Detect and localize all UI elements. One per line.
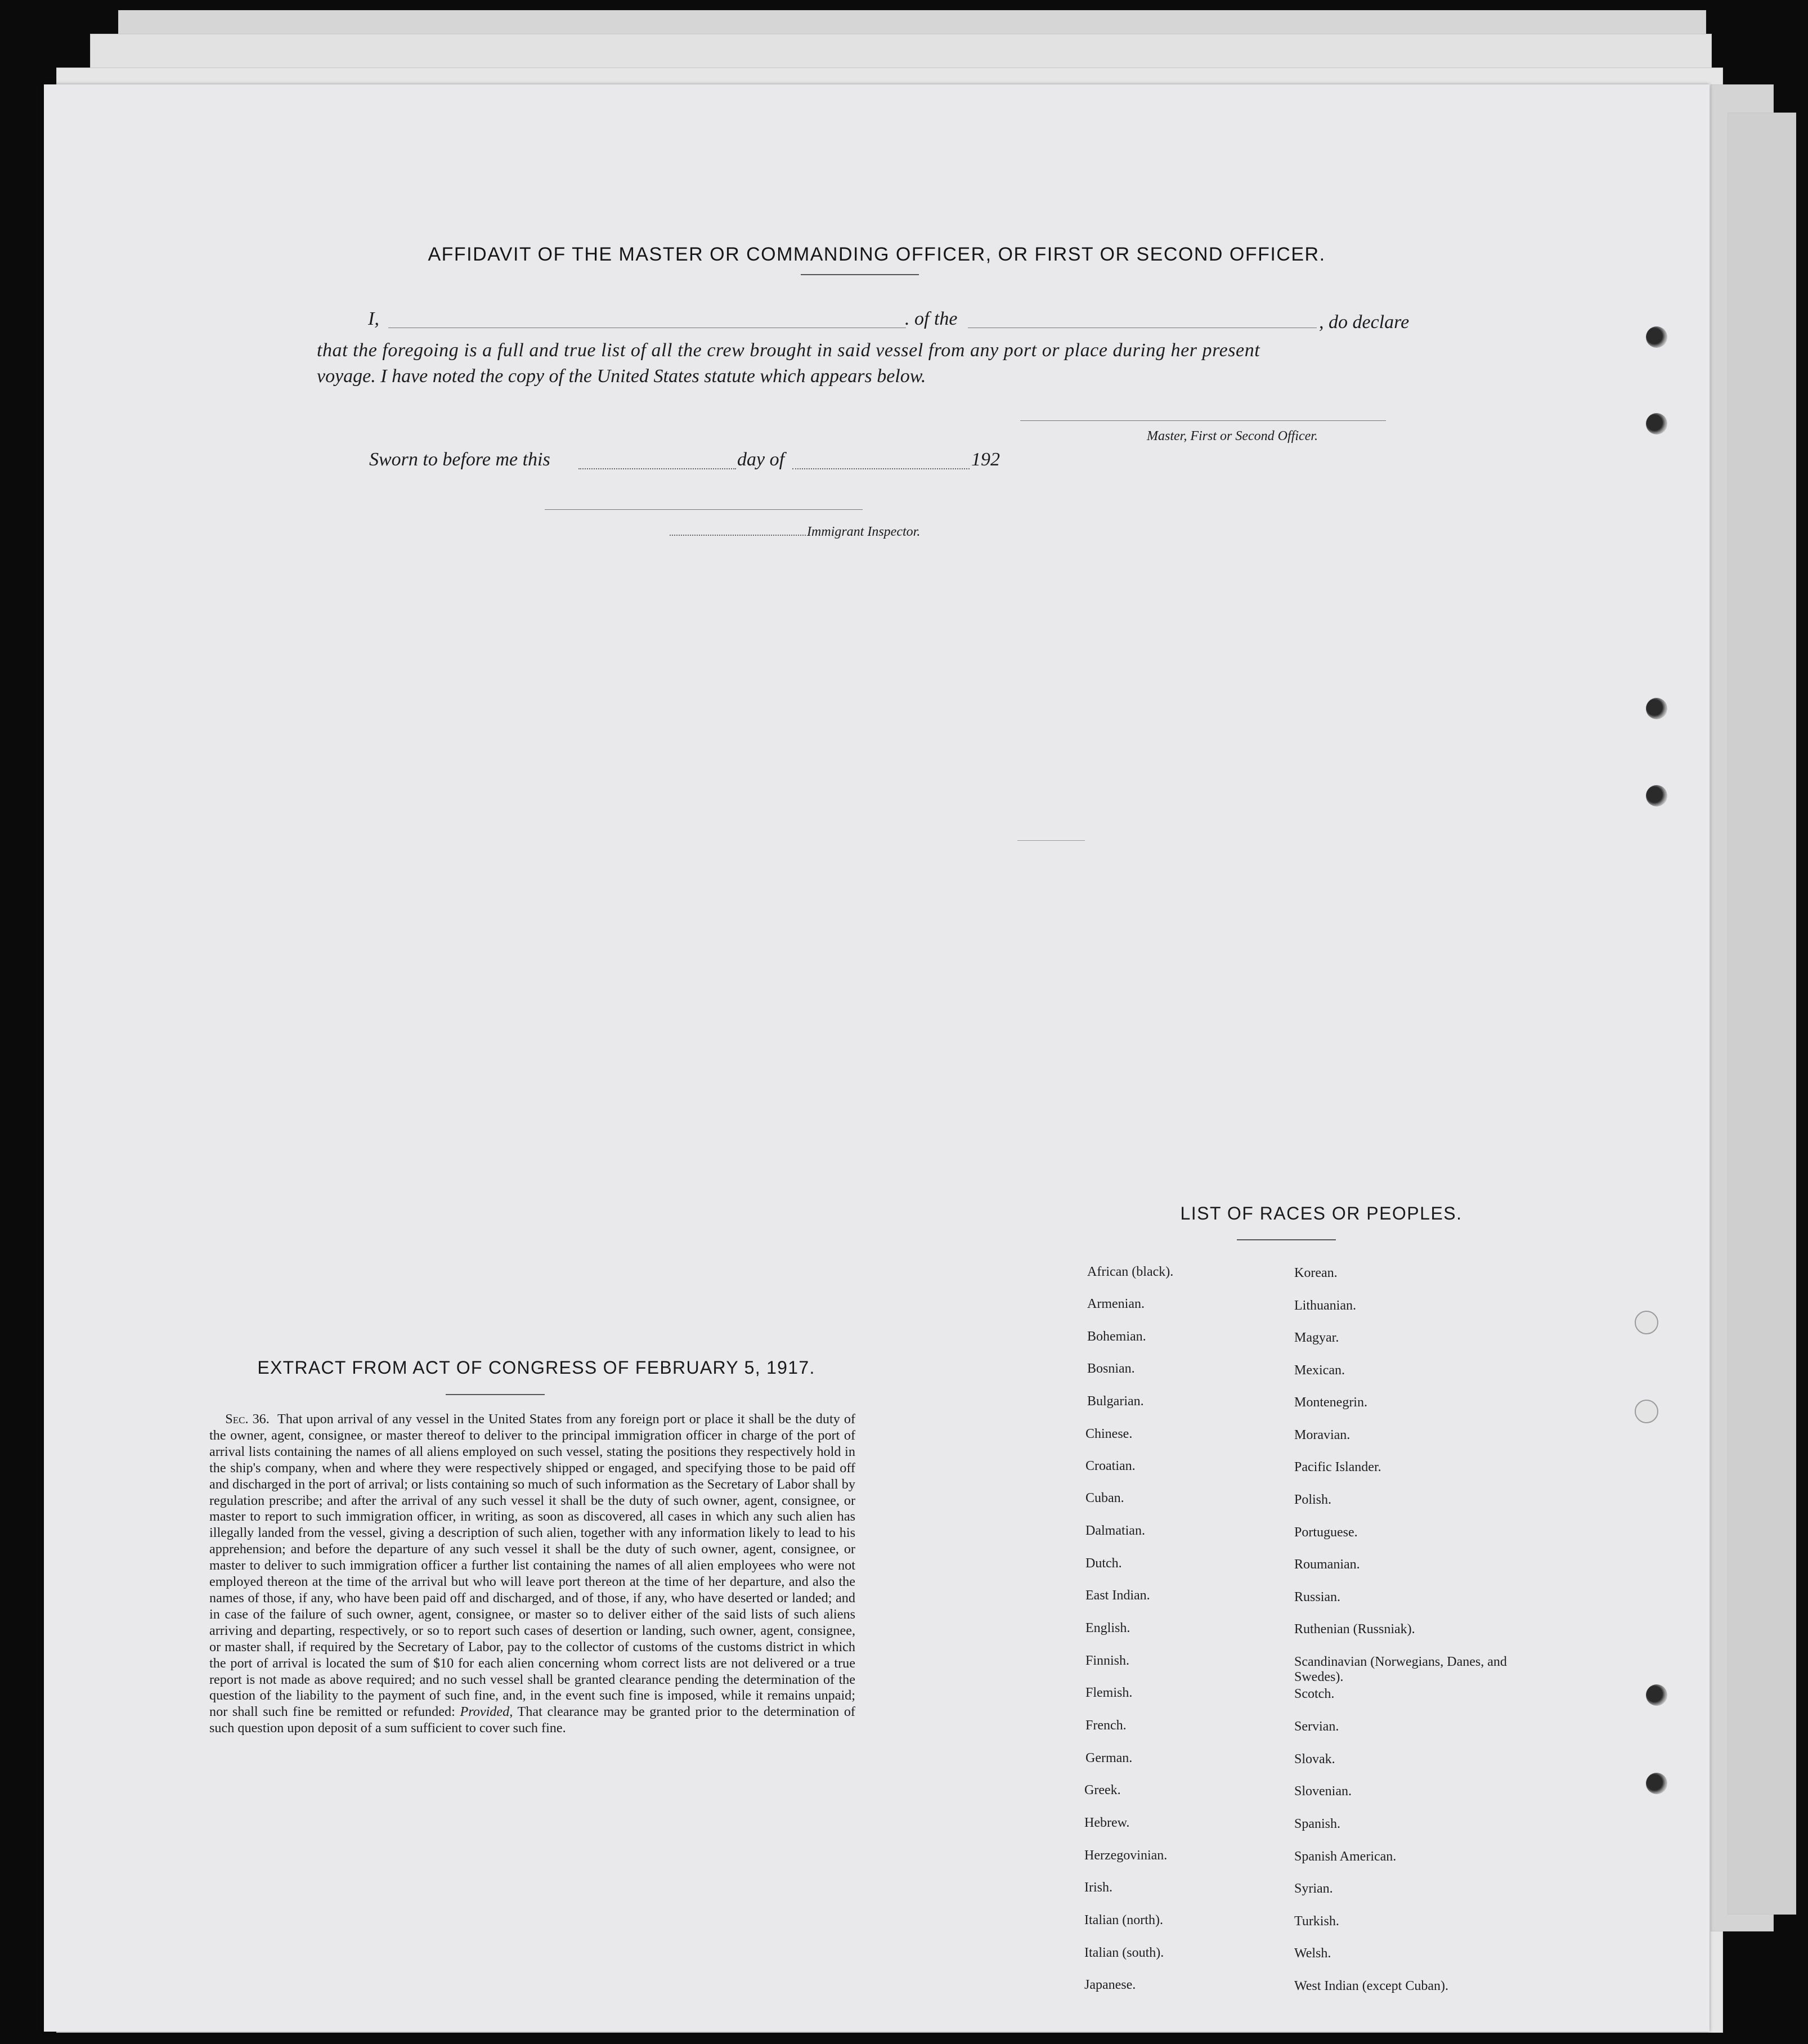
sworn-label: Sworn to before me this bbox=[369, 449, 550, 470]
binder-hole bbox=[1635, 1311, 1658, 1334]
bleed-through-text bbox=[286, 186, 1693, 216]
race-item: Lithuanian. bbox=[1294, 1298, 1356, 1313]
race-item: Turkish. bbox=[1294, 1914, 1339, 1929]
race-item: Syrian. bbox=[1294, 1881, 1333, 1896]
extract-title-rule bbox=[446, 1394, 545, 1395]
race-item: Mexican. bbox=[1294, 1363, 1345, 1378]
race-item: Slovenian. bbox=[1294, 1784, 1352, 1799]
races-title-rule bbox=[1237, 1239, 1336, 1240]
race-item: Japanese. bbox=[1084, 1978, 1136, 1992]
binder-hole bbox=[1646, 413, 1667, 434]
race-item: Chinese. bbox=[1085, 1427, 1133, 1441]
extract-text-part-1: That upon arrival of any vessel in the United States from any foreign port or place it shall be the duty of the owner, agent, consignee, or master thereof to deliver to the principal immigration officer in charge of the port of arrival lists containing the names of all aliens employed on such vessel, stating the positions they respectively hold in the ship's company, when and where they were respectively shipped or engaged, and specifying those to be paid off and discharged in the port of arrival; or lists containing so much of such information as the Secretary of Labor shall by regulation prescribe; and after the arrival of any such vessel it shall be the duty of such owner, agent, consignee, or master to report to such immigration officer, in writing, as soon as discovered, all cases in which any such alien has illegally landed from the vessel, giving a description of such alien, together with any information likely to lead to his apprehension; and before the departure of any such vessel it shall be the duty of such owner, agent, consignee, or master to deliver to such immigration officer a further list containing the names of all alien employees who were not employed thereon at the time of the arrival but who will leave port thereon at the time of her departure, and also the names of those, if any, who have been paid off and discharged, and of those, if any, who have deserted or landed; and in case of the failure of such owner, agent, consignee, or master so to deliver either of the said lists of such aliens arriving and departing, respectively, or so to report such cases of desertion or landing, such owner, agent, consignee, or master shall, if required by the Secretary of Labor, pay to the collector of customs of the customs district in which the port of arrival is located the sum of $10 for each alien concerning whom correct lists are not delivered or a true report is not made as above required; and no such vessel shall be granted clearance pending the determination of the question of the liability to the payment of such fine, and, in the event such fine is imposed, while it remains unpaid; nor shall such fine be remitted or refunded: bbox=[209, 1411, 856, 1720]
binder-hole bbox=[1646, 326, 1667, 348]
race-item: English. bbox=[1085, 1621, 1130, 1635]
race-item: Spanish American. bbox=[1294, 1849, 1397, 1864]
affidavit-line-3: voyage. I have noted the copy of the United States statute which appears below. bbox=[317, 366, 926, 387]
provided-label: Provided, bbox=[460, 1704, 513, 1720]
race-item: German. bbox=[1085, 1751, 1133, 1765]
extract-body bbox=[209, 1411, 855, 1737]
race-item: Scandinavian (Norwegians, Danes, and Swedes). bbox=[1294, 1655, 1507, 1684]
affidavit-title-rule bbox=[801, 274, 919, 275]
master-signature-label: Master, First or Second Officer. bbox=[1147, 429, 1318, 443]
race-item: Korean. bbox=[1294, 1266, 1338, 1280]
stray-mark bbox=[1017, 840, 1085, 841]
race-item: African (black). bbox=[1087, 1265, 1174, 1279]
race-item: Spanish. bbox=[1294, 1817, 1341, 1831]
race-item: Montenegrin. bbox=[1294, 1395, 1367, 1410]
race-item: Armenian. bbox=[1087, 1297, 1145, 1311]
race-item: Bohemian. bbox=[1087, 1329, 1146, 1344]
race-item: Roumanian. bbox=[1294, 1557, 1360, 1572]
extract-text-part-2: That clearance may be granted prior to the determination of such question upon deposit of a sum sufficient to cover such fine. bbox=[209, 1704, 855, 1736]
race-item: Slovak. bbox=[1294, 1752, 1335, 1767]
race-item: East Indian. bbox=[1085, 1588, 1150, 1603]
inspector-label: Immigrant Inspector. bbox=[807, 525, 921, 539]
race-item: Irish. bbox=[1084, 1880, 1112, 1895]
race-item: Italian (north). bbox=[1084, 1913, 1163, 1928]
race-item: Portuguese. bbox=[1294, 1525, 1358, 1540]
race-item: Flemish. bbox=[1085, 1686, 1133, 1700]
race-item: Croatian. bbox=[1085, 1459, 1136, 1473]
race-item: Servian. bbox=[1294, 1719, 1339, 1734]
race-item: French. bbox=[1085, 1718, 1127, 1733]
section-number: Sec. 36. bbox=[225, 1411, 270, 1427]
race-item: Scotch. bbox=[1294, 1687, 1335, 1701]
affidavit-i-label: I, bbox=[368, 308, 379, 329]
background-sheet-edge bbox=[1728, 113, 1796, 1915]
race-item: Moravian. bbox=[1294, 1428, 1351, 1442]
affidavit-declare-label: , do declare bbox=[1319, 312, 1410, 333]
sworn-day-blank bbox=[578, 468, 736, 469]
race-item: Pacific Islander. bbox=[1294, 1460, 1381, 1474]
extract-title: EXTRACT FROM ACT OF CONGRESS OF FEBRUARY 5, 1917. bbox=[257, 1357, 815, 1378]
race-item: West Indian (except Cuban). bbox=[1294, 1979, 1448, 1993]
race-item: Dutch. bbox=[1085, 1556, 1122, 1571]
race-item: Hebrew. bbox=[1084, 1816, 1130, 1830]
binder-hole bbox=[1646, 698, 1667, 719]
race-item: Bosnian. bbox=[1087, 1361, 1135, 1376]
race-item: Russian. bbox=[1294, 1590, 1341, 1604]
manifest-page bbox=[44, 84, 1710, 2032]
race-item: Magyar. bbox=[1294, 1330, 1339, 1345]
day-of-label: day of bbox=[737, 449, 785, 470]
binder-hole bbox=[1646, 1684, 1667, 1706]
race-item: Herzegovinian. bbox=[1084, 1848, 1168, 1863]
race-item: Italian (south). bbox=[1084, 1946, 1164, 1960]
race-item: Cuban. bbox=[1085, 1491, 1124, 1505]
race-item: Bulgarian. bbox=[1087, 1394, 1144, 1409]
race-item: Ruthenian (Russniak). bbox=[1294, 1622, 1415, 1637]
master-signature-line bbox=[1020, 420, 1386, 421]
affidavit-of-the-label: . of the bbox=[905, 308, 958, 329]
inspector-signature-line bbox=[545, 509, 863, 510]
race-item: Greek. bbox=[1084, 1783, 1121, 1798]
race-item: Finnish. bbox=[1085, 1653, 1130, 1668]
binder-hole bbox=[1646, 785, 1667, 806]
inspector-name-blank bbox=[670, 535, 806, 536]
binder-hole bbox=[1646, 1773, 1667, 1794]
race-item: Dalmatian. bbox=[1085, 1523, 1145, 1538]
race-item: Polish. bbox=[1294, 1492, 1332, 1507]
binder-hole bbox=[1635, 1400, 1658, 1423]
affidavit-line-2: that the foregoing is a full and true list of all the crew brought in said vessel from any port or place during her present bbox=[317, 340, 1260, 361]
affidavit-title: AFFIDAVIT OF THE MASTER OR COMMANDING OFFICER, OR FIRST OR SECOND OFFICER. bbox=[428, 244, 1326, 265]
races-title: LIST OF RACES OR PEOPLES. bbox=[1180, 1203, 1462, 1223]
race-item: Welsh. bbox=[1294, 1946, 1331, 1961]
sworn-month-blank bbox=[792, 468, 970, 469]
sworn-year: 192 bbox=[971, 449, 1000, 470]
